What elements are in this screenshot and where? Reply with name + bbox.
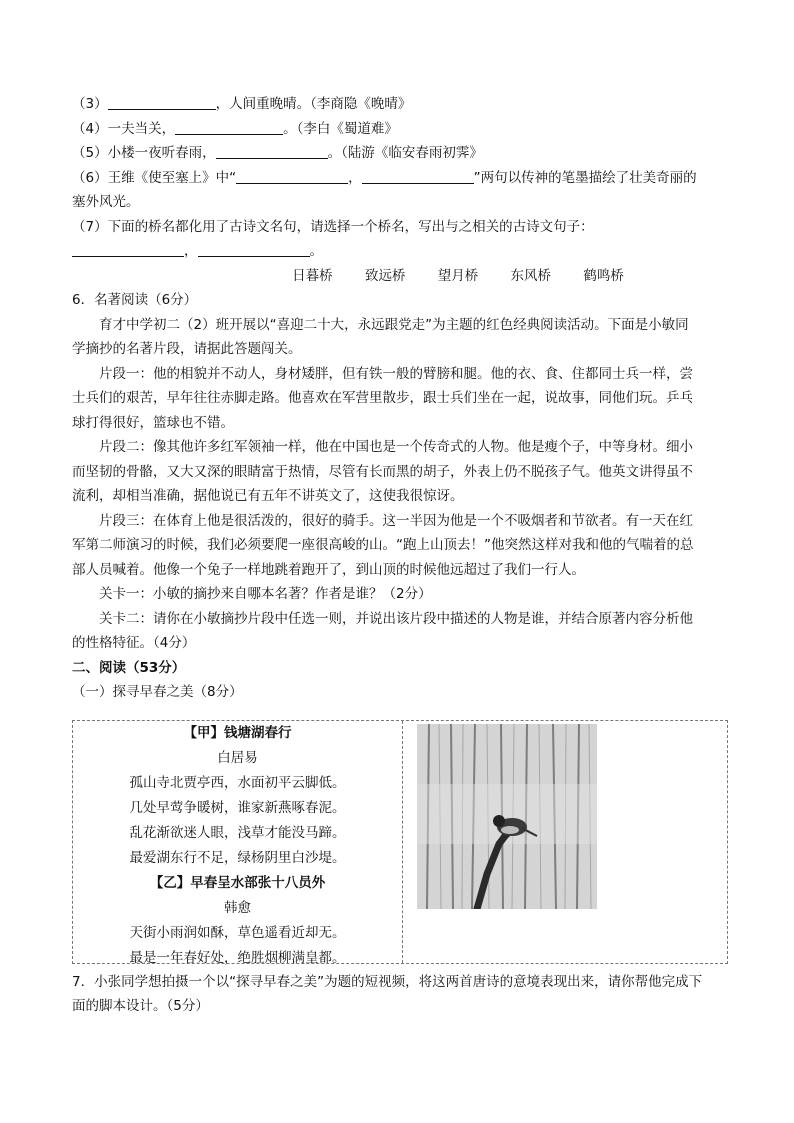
- question-6: [72, 166, 724, 191]
- bridge-name: 鹤鸣桥: [583, 267, 624, 284]
- question-text: ，人间重晚晴。（李商隐《晚晴》: [215, 96, 412, 112]
- part-2-title: 二、阅读（53分）: [72, 659, 186, 676]
- poem-line: 天街小雨润如酥，草色遥看近却无。: [129, 925, 346, 941]
- punct: ，: [184, 243, 198, 259]
- fragment-2-line: 而坚韧的骨骼，又大又深的眼睛富于热情，尽管有长而黑的胡子，外表上仍不脱孩子气。他英文讲得虽不: [72, 463, 693, 480]
- question-5: [72, 141, 724, 166]
- fragment-2-line: 流利，却相当准确，据他说已有五年不讲英文了，这使我很惊讶。: [72, 488, 464, 504]
- poem-line: 乱花渐欲迷人眼，浅草才能没马蹄。: [129, 825, 346, 841]
- question-text: 。（李白《蜀道难》: [283, 120, 398, 137]
- answer-blank[interactable]: [216, 142, 328, 159]
- poem-yi-author: 韩愈: [224, 900, 251, 916]
- question-3: [72, 92, 724, 117]
- question-7b-text: 面的脚本设计。（5分）: [72, 998, 209, 1014]
- poem-column: [73, 721, 403, 966]
- question-6-cont: [72, 190, 724, 215]
- punct: 。: [309, 243, 323, 259]
- bridge-name: 望月桥: [437, 267, 479, 284]
- question-7b-text: 7．小张同学想拍摄一个以“探寻早春之美”为题的短视频，将这两首唐诗的意境表现出来，请你帮他完成下: [72, 974, 703, 990]
- poem-jia-title: 【甲】钱塘湖春行: [183, 725, 292, 741]
- question-text: （7）下面的桥名都化用了古诗文名句，请选择一个桥名，写出与之相关的古诗文句子：: [72, 218, 594, 235]
- question-number: （5）: [72, 145, 108, 161]
- section-title: 6．名著阅读（6分）: [72, 292, 198, 308]
- fragment-3-line: 片段三：在体育上他是很活泼的，很好的骑手。这一半因为他是一个不吸烟者和节欲者。有一天在红: [99, 512, 693, 529]
- level-2-question: 的性格特征。（4分）: [72, 635, 196, 651]
- poem-line: 最爱湖东行不足，绿杨阴里白沙堤。: [129, 850, 346, 866]
- question-text: ，: [348, 169, 362, 186]
- question-text: ”两句以传神的笔墨描绘了壮美奇丽的: [473, 169, 697, 186]
- poem-line: 最是一年春好处，绝胜烟柳满皇都。: [129, 950, 346, 966]
- poem-box: [72, 720, 728, 964]
- answer-blank[interactable]: [236, 167, 348, 184]
- bridge-name: 东风桥: [510, 267, 552, 284]
- level-1-question: 关卡一：小敏的摘抄来自哪本名著？作者是谁？（2分）: [99, 586, 432, 602]
- fragment-2-line: 片段二：像其他许多红军领袖一样，他在中国也是一个传奇式的人物。他是瘦个子，中等身材。细小: [99, 439, 693, 455]
- question-number: （3）: [72, 96, 108, 112]
- answer-blank[interactable]: [175, 118, 283, 135]
- poem-line: 孤山寺北贾亭西，水面初平云脚低。: [129, 775, 346, 791]
- bird-on-branch-picture: [417, 724, 597, 909]
- answer-blank[interactable]: [198, 240, 310, 257]
- question-text: 小楼一夜听春雨，: [107, 145, 216, 161]
- question-text: 。（陆游《临安春雨初霁》: [327, 145, 483, 161]
- poem-yi-title: 【乙】早春呈水部张十八员外: [149, 875, 326, 891]
- question-7: [72, 215, 724, 240]
- question-text: （6）王维《使至塞上》中“: [72, 169, 237, 186]
- answer-blank[interactable]: [72, 240, 184, 257]
- intro-line: 学摘抄的名著片段，请据此答题闯关。: [72, 341, 302, 357]
- exam-page: [72, 92, 724, 1014]
- answer-blank[interactable]: [362, 167, 474, 184]
- poem-line: 几处早莺争暖树，谁家新燕啄春泥。: [129, 800, 346, 816]
- fragment-1-line: 片段一：他的相貌并不动人，身材矮胖，但有铁一般的臂膀和腿。他的衣、食、住都同士兵一样，尝: [99, 365, 693, 382]
- fragment-1-line: 士兵们的艰苦，早年往往赤脚走路。他喜欢在军营里散步，跟士兵们坐在一起，说故事，同他们玩。乒乓: [72, 390, 693, 406]
- fragment-3-line: 部人员喊着。他像一个兔子一样地跳着跑开了，到山顶的时候他远超过了我们一行人。: [72, 561, 585, 578]
- question-7-blanks: [72, 239, 724, 264]
- fragment-1-line: 球打得很好，篮球也不错。: [72, 414, 234, 431]
- poem-jia-author: 白居易: [217, 750, 258, 766]
- bridge-names: [72, 264, 724, 289]
- question-text: 一夫当关，: [107, 120, 176, 137]
- answer-blank[interactable]: [108, 93, 216, 110]
- level-2-question: 关卡二：请你在小敏摘抄片段中任选一则，并说出该片段中描述的人物是谁，并结合原著内容分析他: [99, 610, 693, 627]
- question-4: [72, 117, 724, 142]
- section-6-title: [72, 288, 724, 313]
- part-2-subtitle: （一）探寻早春之美（8分）: [72, 684, 243, 700]
- bridge-name: 致远桥: [364, 267, 406, 284]
- bridge-name: 日暮桥: [292, 267, 333, 284]
- intro-line: 育才中学初二（2）班开展以“喜迎二十大，永远跟党走”为主题的红色经典阅读活动。下面是小敏同: [99, 316, 689, 333]
- question-text: 塞外风光。: [72, 194, 140, 210]
- fragment-3-line: 军第二师演习的时候，我们必须要爬一座很高峻的山。“跑上山顶去！”他突然这样对我和他的气喘着的总: [72, 537, 694, 553]
- question-number: （4）: [72, 120, 108, 137]
